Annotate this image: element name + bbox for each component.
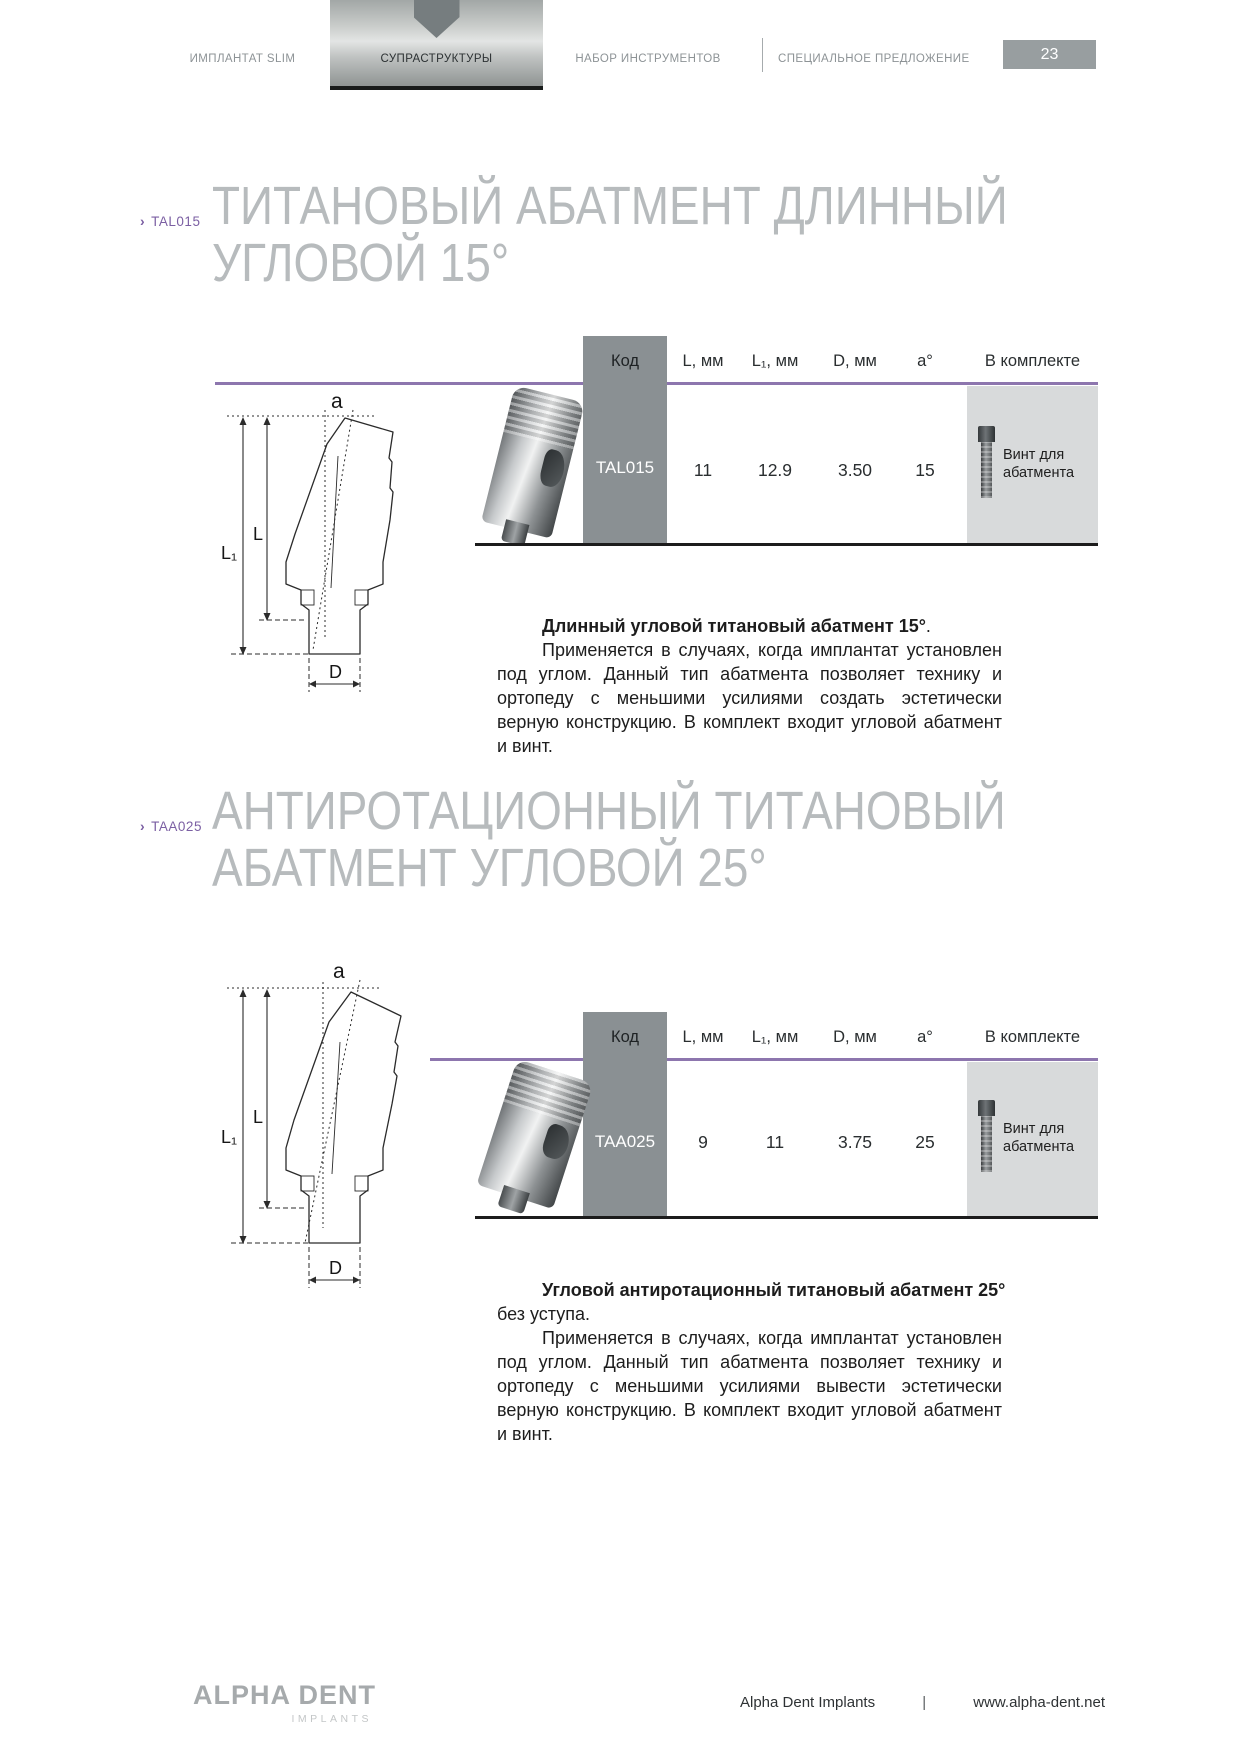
table-header-rule xyxy=(430,1058,1098,1061)
col-header-a: a° xyxy=(917,1028,933,1046)
dimension-label-l1: L₁ xyxy=(221,1127,238,1147)
nav-divider xyxy=(762,38,763,72)
brand-logo: ALPHA DENT IMPLANTS xyxy=(193,1680,376,1725)
abutment-photo-taa025 xyxy=(477,1059,594,1209)
cell-l: 9 xyxy=(698,1132,708,1152)
screw-icon xyxy=(978,1100,995,1172)
cell-a: 25 xyxy=(915,1132,935,1152)
footer-divider: | xyxy=(922,1694,927,1711)
code-column-taa025 xyxy=(583,1012,667,1218)
kit-label: Винт для абатмента xyxy=(1003,1121,1075,1155)
dimension-label-d: D xyxy=(329,1258,342,1278)
footer-info xyxy=(740,1694,1105,1711)
dimension-label-d: D xyxy=(329,662,342,682)
dimension-label-l: L xyxy=(253,524,264,544)
dimension-label-l1: L₁ xyxy=(221,543,238,563)
product-description-taa025: Угловой антиротационный титановый абатмент 25° без уступа. Применяется в случаях, когда имплантат установлен под углом. Данный тип абатмента позволяет технику и ортопеду с меньшими усилиями вывести эстетически верную конструкцию. В комплект входит угловой абатмент и винт. xyxy=(497,1280,1006,1444)
dimension-label-a: a xyxy=(331,392,343,413)
cell-l1: 12.9 xyxy=(757,460,793,480)
col-header-l: L, мм xyxy=(682,1028,724,1046)
technical-drawing-taa025 xyxy=(205,958,450,1303)
kit-cell-taa025 xyxy=(967,1062,1098,1216)
product-description-tal015: Длинный угловой титановый абатмент 15°. Применяется в случаях, когда имплантат установлен под углом. Данный тип абатмента позволяет технику и ортопеду с меньшими усилиями создать эстетически верную конструкцию. В комплект входит угловой абатмент и винт. xyxy=(497,616,1002,756)
col-header-d: D, мм xyxy=(833,1028,877,1046)
col-header-d: D, мм xyxy=(833,352,877,370)
col-header-code: Код xyxy=(610,1028,640,1046)
table-bottom-rule xyxy=(475,543,1098,546)
col-header-l: L, мм xyxy=(682,352,724,370)
down-arrow-icon xyxy=(414,0,460,38)
nav-item-tools[interactable]: НАБОР ИНСТРУМЕНТОВ xyxy=(575,53,721,65)
kit-label: Винт для абатмента xyxy=(1003,447,1075,481)
screw-icon xyxy=(978,426,995,498)
product-title-tal015: ТИТАНОВЫЙ АБАТМЕНТ ДЛИННЫЙ УГЛОВОЙ 15° xyxy=(212,176,1008,293)
nav-item-suprastructures[interactable] xyxy=(330,0,543,90)
dimension-label-l: L xyxy=(253,1107,264,1127)
code-column-tal015 xyxy=(583,336,667,545)
cell-d: 3.75 xyxy=(837,1132,873,1152)
cell-l: 11 xyxy=(693,460,713,480)
product-code-tal015: › TAL015 xyxy=(140,213,201,229)
dimension-label-a: a xyxy=(333,960,345,983)
nav-item-special-offer[interactable]: СПЕЦИАЛЬНОЕ ПРЕДЛОЖЕНИЕ xyxy=(778,53,970,65)
col-header-kit: В комплекте xyxy=(984,1028,1081,1046)
page-number-badge: 23 xyxy=(1003,40,1096,69)
footer-website-link[interactable]: www.alpha-dent.net xyxy=(973,1694,1105,1711)
cell-code: TAL015 xyxy=(595,458,655,477)
col-header-l1: L₁, мм xyxy=(751,1028,799,1046)
col-header-a: a° xyxy=(917,352,933,370)
product-title-taa025: АНТИРОТАЦИОННЫЙ ТИТАНОВЫЙ АБАТМЕНТ УГЛОВОЙ 25° xyxy=(212,781,1006,898)
footer-company: Alpha Dent Implants xyxy=(740,1694,876,1711)
abutment-photo-tal015 xyxy=(481,385,585,538)
cell-l1: 11 xyxy=(765,1132,785,1152)
col-header-kit: В комплекте xyxy=(984,352,1081,370)
cell-code: TAA025 xyxy=(594,1132,656,1151)
product-code-taa025: › TAA025 xyxy=(140,818,202,834)
table-bottom-rule xyxy=(475,1216,1098,1219)
nav-item-implant-slim[interactable]: ИМПЛАНТАТ SLIM xyxy=(189,53,296,65)
kit-cell-tal015 xyxy=(967,386,1098,543)
nav-item-suprastructures-label: СУПРАСТРУКТУРЫ xyxy=(380,53,493,65)
cell-a: 15 xyxy=(915,460,935,480)
technical-drawing-tal015 xyxy=(205,392,450,702)
chevron-right-icon: › xyxy=(140,213,146,229)
chevron-right-icon: › xyxy=(140,818,146,834)
col-header-l1: L₁, мм xyxy=(751,352,799,370)
cell-d: 3.50 xyxy=(837,460,873,480)
col-header-code: Код xyxy=(610,352,640,370)
